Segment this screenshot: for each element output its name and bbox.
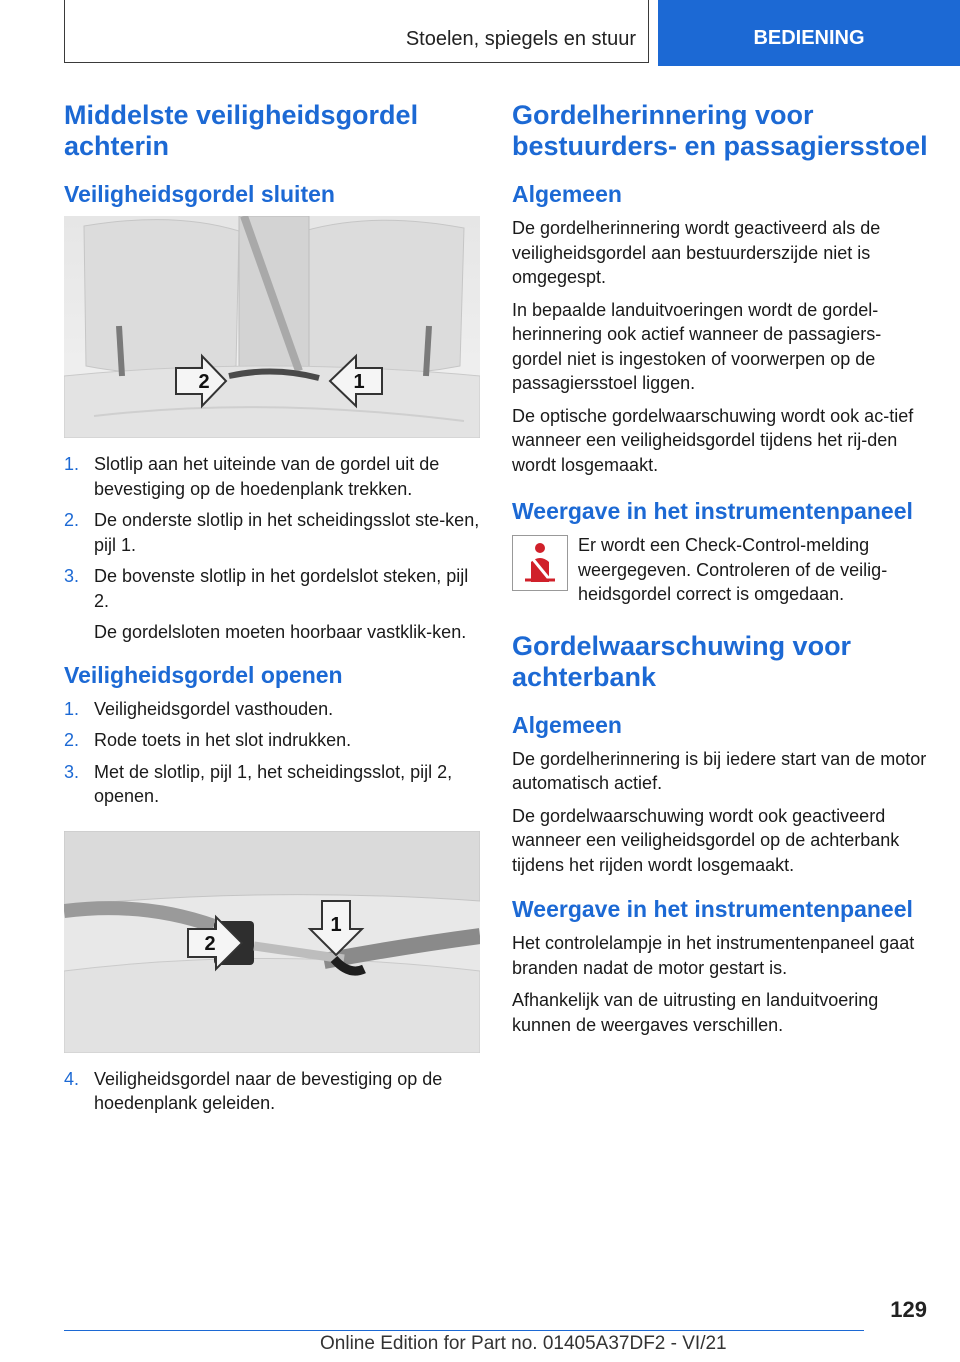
- list-item: 2. Rode toets in het slot indrukken.: [64, 730, 352, 750]
- list-item: 2. De onderste slotlip in het scheidingsslot ste-ken, pijl 1.: [64, 510, 480, 555]
- list-item: 3. Met de slotlip, pijl 1, het scheidingsslot, pijl 2, openen.: [64, 761, 453, 806]
- seatbelt-reminder-title: Gordelherinnering voor bestuurders- en passagiersstoel: [512, 100, 928, 161]
- general-paragraph: In bepaalde landuitvoeringen wordt de gordel-herinnering ook actief wanneer de passagiers-gordel niet is ingestoken of voorwerpen op de passagiersstoel liggen.: [512, 299, 882, 393]
- display-paragraph: Afhankelijk van de uitrusting en landuitvoering kunnen de weergaves verschillen.: [512, 990, 879, 1035]
- general-paragraph: De gordelherinnering wordt geactiveerd als de veiligheidsgordel aan bestuurderszijde niet is omgegespt.: [512, 218, 881, 287]
- open-steps-list: [64, 697, 480, 809]
- footer-divider: [64, 1330, 864, 1331]
- left-column: [64, 100, 480, 1132]
- header-chapter-tab[interactable]: BEDIENING: [658, 0, 960, 66]
- left-section-title: Middelste veiligheidsgordel achterin: [64, 100, 419, 161]
- general-heading-1: Algemeen: [512, 181, 622, 207]
- general-paragraph: De gordelherinnering is bij iedere start van de motor automatisch actief.: [512, 748, 927, 793]
- list-item: 3. De bovenste slotlip in het gordelslot steken, pijl 2. De gordelsloten moeten hoorbaar vastklik-ken.: [64, 566, 469, 642]
- footer-edition: Online Edition for Part no. 01405A37DF2 - VI/21: [320, 1333, 727, 1354]
- rear-bench-warning-title: Gordelwaarschuwing voor achterbank: [512, 630, 852, 692]
- display-text: Er wordt een Check-Control-melding weergegeven. Controleren of de veilig-heidsgordel correct is omgedaan.: [578, 535, 888, 604]
- seatbelt-open-figure: [64, 831, 480, 1053]
- list-item: 1. Slotlip aan het uiteinde van de gordel uit de bevestiging op de hoedenplank trekken.: [64, 454, 440, 499]
- indicator-row: [512, 533, 928, 607]
- display-heading-1: Weergave in het instrumentenpaneel: [512, 498, 913, 524]
- right-column: [512, 100, 928, 1045]
- general-paragraph: De optische gordelwaarschuwing wordt ook ac-tief wanneer een veiligheidsgordel tijdens het rij-den wordt losgemaakt.: [512, 405, 914, 475]
- seatbelt-warning-icon: [512, 535, 568, 591]
- figure1-label-2: 2: [198, 371, 210, 393]
- page-number: 129: [890, 1297, 927, 1322]
- general-heading-2: Algemeen: [512, 711, 622, 738]
- display-paragraph: Het controlelampje in het instrumentenpaneel gaat branden nadat de motor gestart is.: [512, 933, 915, 978]
- list-item: 4. Veiligheidsgordel naar de bevestiging op de hoedenplank geleiden.: [64, 1068, 443, 1113]
- figure1-label-1: 1: [353, 371, 365, 393]
- seatbelt-close-figure: [64, 216, 480, 438]
- figure2-label-1: 1: [330, 913, 342, 936]
- general-paragraph: De gordelwaarschuwing wordt ook geactiveerd wanneer een veiligheidsgordel op de achterbank tijdens het rijden wordt losgemaakt.: [512, 805, 900, 875]
- close-heading: Veiligheidsgordel sluiten: [64, 181, 335, 207]
- figure2-label-2: 2: [204, 932, 216, 955]
- open-heading: Veiligheidsgordel openen: [64, 661, 343, 688]
- close-steps-list: [64, 452, 480, 645]
- display-heading-2: Weergave in het instrumentenpaneel: [512, 896, 913, 922]
- list-item: 1. Veiligheidsgordel vasthouden.: [64, 698, 334, 719]
- header-section-title: Stoelen, spiegels en stuur: [405, 28, 636, 50]
- final-step-list: [64, 1067, 480, 1116]
